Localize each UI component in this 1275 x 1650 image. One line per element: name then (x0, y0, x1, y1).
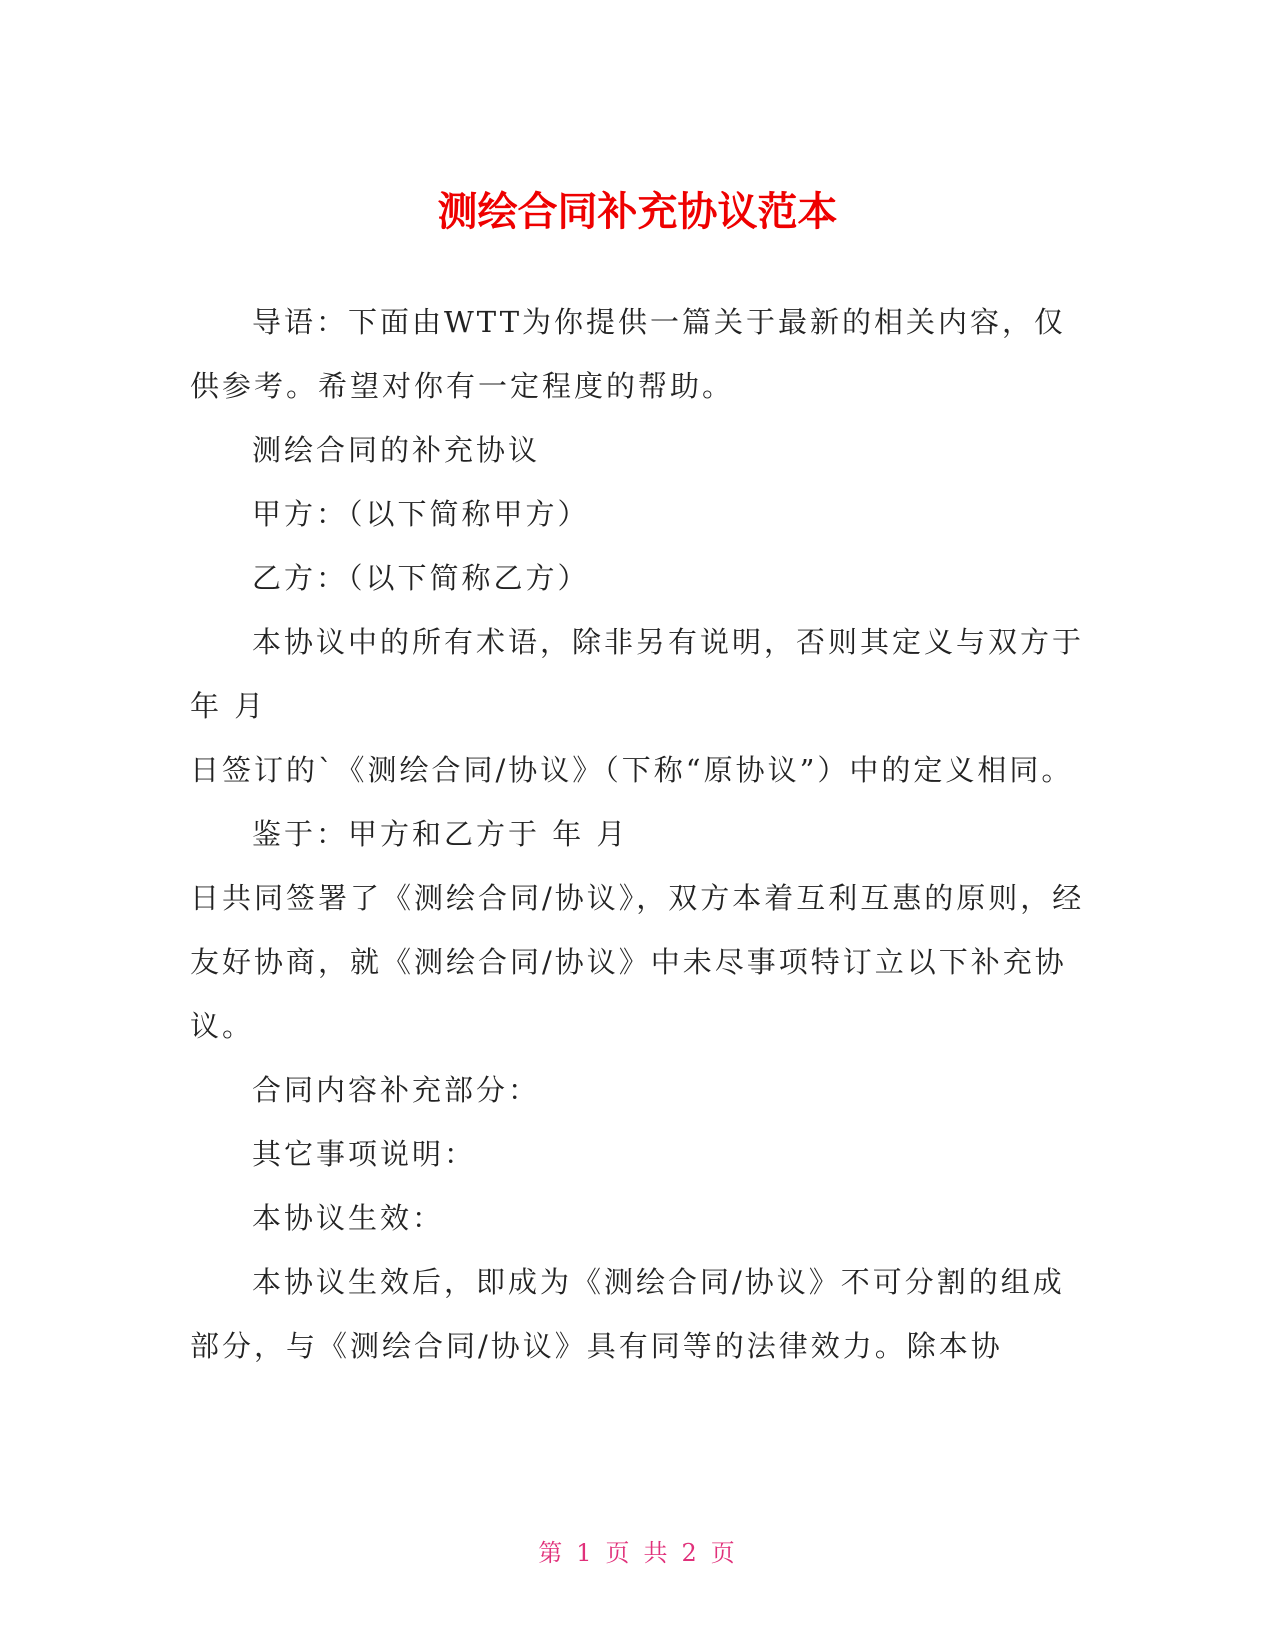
footer-total-pages: 2 (681, 1539, 699, 1567)
whereas-paragraph-continued: 日共同签署了《测绘合同/协议》，双方本着互利互惠的原则，经友好协商，就《测绘合同/协议》中未尽事项特订立以下补充协议。 (190, 881, 1085, 1043)
terms-paragraph-continued: 日签订的`《测绘合同/协议》（下称“原协议”）中的定义相同。 (190, 753, 1074, 787)
footer-page-unit: 页 (605, 1539, 632, 1567)
intro-paragraph: 导语：下面由WTT为你提供一篇关于最新的相关内容，仅供参考。希望对你有一定程度的帮助。 (190, 305, 1067, 403)
effectiveness-heading: 本协议生效： (252, 1201, 445, 1235)
party-b-line: 乙方：（以下简称乙方） (252, 561, 590, 595)
document-title: 测绘合同补充协议范本 (437, 188, 838, 235)
agreement-heading: 测绘合同的补充协议 (252, 433, 541, 467)
effectiveness-paragraph: 本协议生效后，即成为《测绘合同/协议》不可分割的组成部分，与《测绘合同/协议》具有同等的法律效力。除本协 (190, 1265, 1065, 1363)
footer-total-unit: 页 (710, 1539, 737, 1567)
other-matters-heading: 其它事项说明： (252, 1137, 477, 1171)
whereas-paragraph: 鉴于：甲方和乙方于 年 月 (252, 817, 629, 851)
footer-total-label: 共 (643, 1539, 670, 1567)
page-footer (0, 1538, 1275, 1568)
footer-page-label: 第 (538, 1539, 565, 1567)
document-body (190, 290, 1090, 1378)
terms-paragraph: 本协议中的所有术语，除非另有说明，否则其定义与双方于 年 月 (190, 625, 1085, 723)
party-a-line: 甲方：（以下简称甲方） (252, 497, 590, 531)
supplement-section-heading: 合同内容补充部分： (252, 1073, 541, 1107)
footer-current-page: 1 (576, 1539, 594, 1567)
